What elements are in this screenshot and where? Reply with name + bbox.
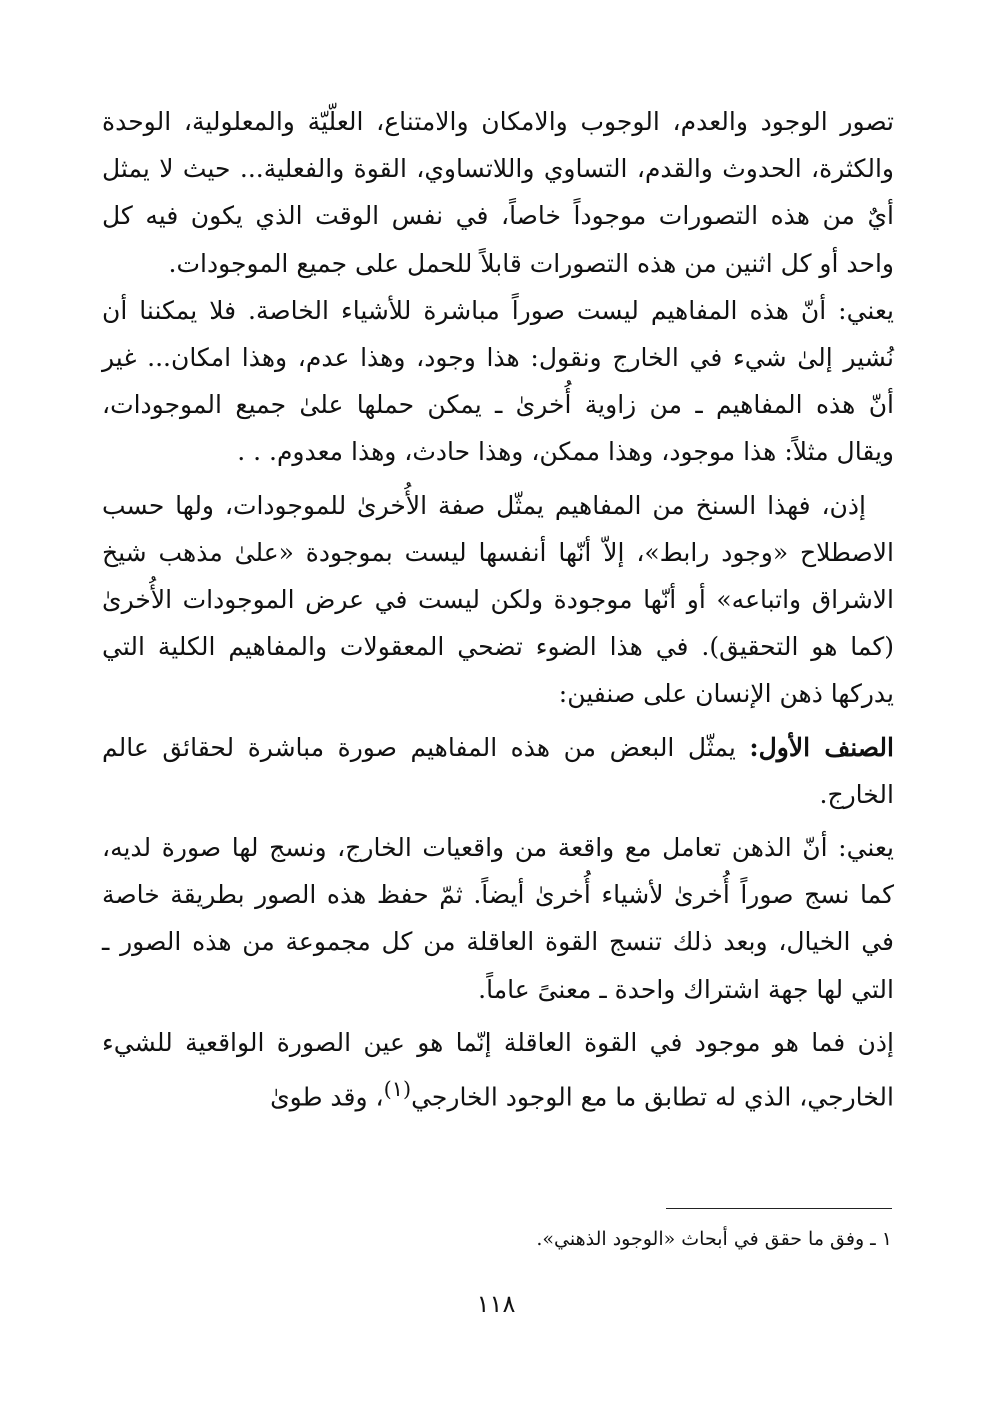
category-label: الصنف الأول: bbox=[749, 732, 894, 762]
paragraph-5-tail: ، وقد طوىٰ bbox=[270, 1082, 384, 1112]
category-text: يمثّل البعض من هذه المفاهيم صورة مباشرة لحقائق عالم الخارج. bbox=[102, 732, 894, 809]
paragraph-5-text: إذن فما هو موجود في القوة العاقلة إنّما هو عين الصورة الواقعية للشيء الخارجي، الذي له تطابق ما مع الوجود الخارجي bbox=[102, 1027, 894, 1112]
paragraph-2: يعني: أنّ هذه المفاهيم ليست صوراً مباشرة للأشياء الخاصة. فلا يمكننا أن نُشير إلىٰ شيء في الخارج ونقول: هذا وجود، وهذا عدم، وهذا امكان... غير أنّ هذه المفاهيم ـ من زاوية أُخرىٰ ـ يمكن حملها علىٰ جميع الموجودات، ويقال مثلاً: هذا موجود، وهذا ممكن، وهذا حادث، وهذا معدوم. . . bbox=[102, 295, 894, 467]
footnote-reference: (١) bbox=[383, 1077, 412, 1102]
paragraph-1: تصور الوجود والعدم، الوجوب والامكان والامتناع، العلّيّة والمعلولية، الوحدة والكثرة، الحدوث والقدم، التساوي واللاتساوي، القوة والفعلية... حيث لا يمثل أيٌ من هذه التصورات موجوداً خاصاً، في نفس الوقت الذي يكون فيه كل واحد أو كل اثنين من هذه التصورات قابلاً للحمل على جميع الموجودات. bbox=[102, 107, 894, 278]
footnote-divider bbox=[666, 1208, 892, 1209]
paragraph-4: يعني: أنّ الذهن تعامل مع واقعة من واقعيات الخارج، ونسج لها صورة لديه، كما نسج صوراً أُخرىٰ لأشياء أُخرىٰ أيضاً. ثمّ حفظ هذه الصور بطريقة خاصة في الخيال، وبعد ذلك تنسج القوة العاقلة من كل مجموعة من هذه الصور ـ التي لها جهة اشتراك واحدة ـ معنىً عاماً. bbox=[102, 833, 894, 1004]
category-paragraph bbox=[102, 724, 894, 818]
footnote: ١ ـ وفق ما حقق في أبحاث «الوجود الذهني». bbox=[536, 1228, 892, 1250]
main-text bbox=[102, 98, 894, 1121]
paragraph-3: إذن، فهذا السنخ من المفاهيم يمثّل صفة الأُخرىٰ للموجودات، ولها حسب الاصطلاح «وجود رابط»، إلاّ أنّها أنفسها ليست بموجودة «علىٰ مذهب شيخ الاشراق واتباعه» أو أنّها موجودة ولكن ليست في عرض الموجودات الأُخرىٰ (كما هو التحقيق). في هذا الضوء تضحي المعقولات والمفاهيم الكلية التي يدركها ذهن الإنسان على صنفين: bbox=[102, 490, 894, 709]
page-number: ١١٨ bbox=[476, 1290, 516, 1318]
paragraph-5 bbox=[102, 1019, 894, 1121]
